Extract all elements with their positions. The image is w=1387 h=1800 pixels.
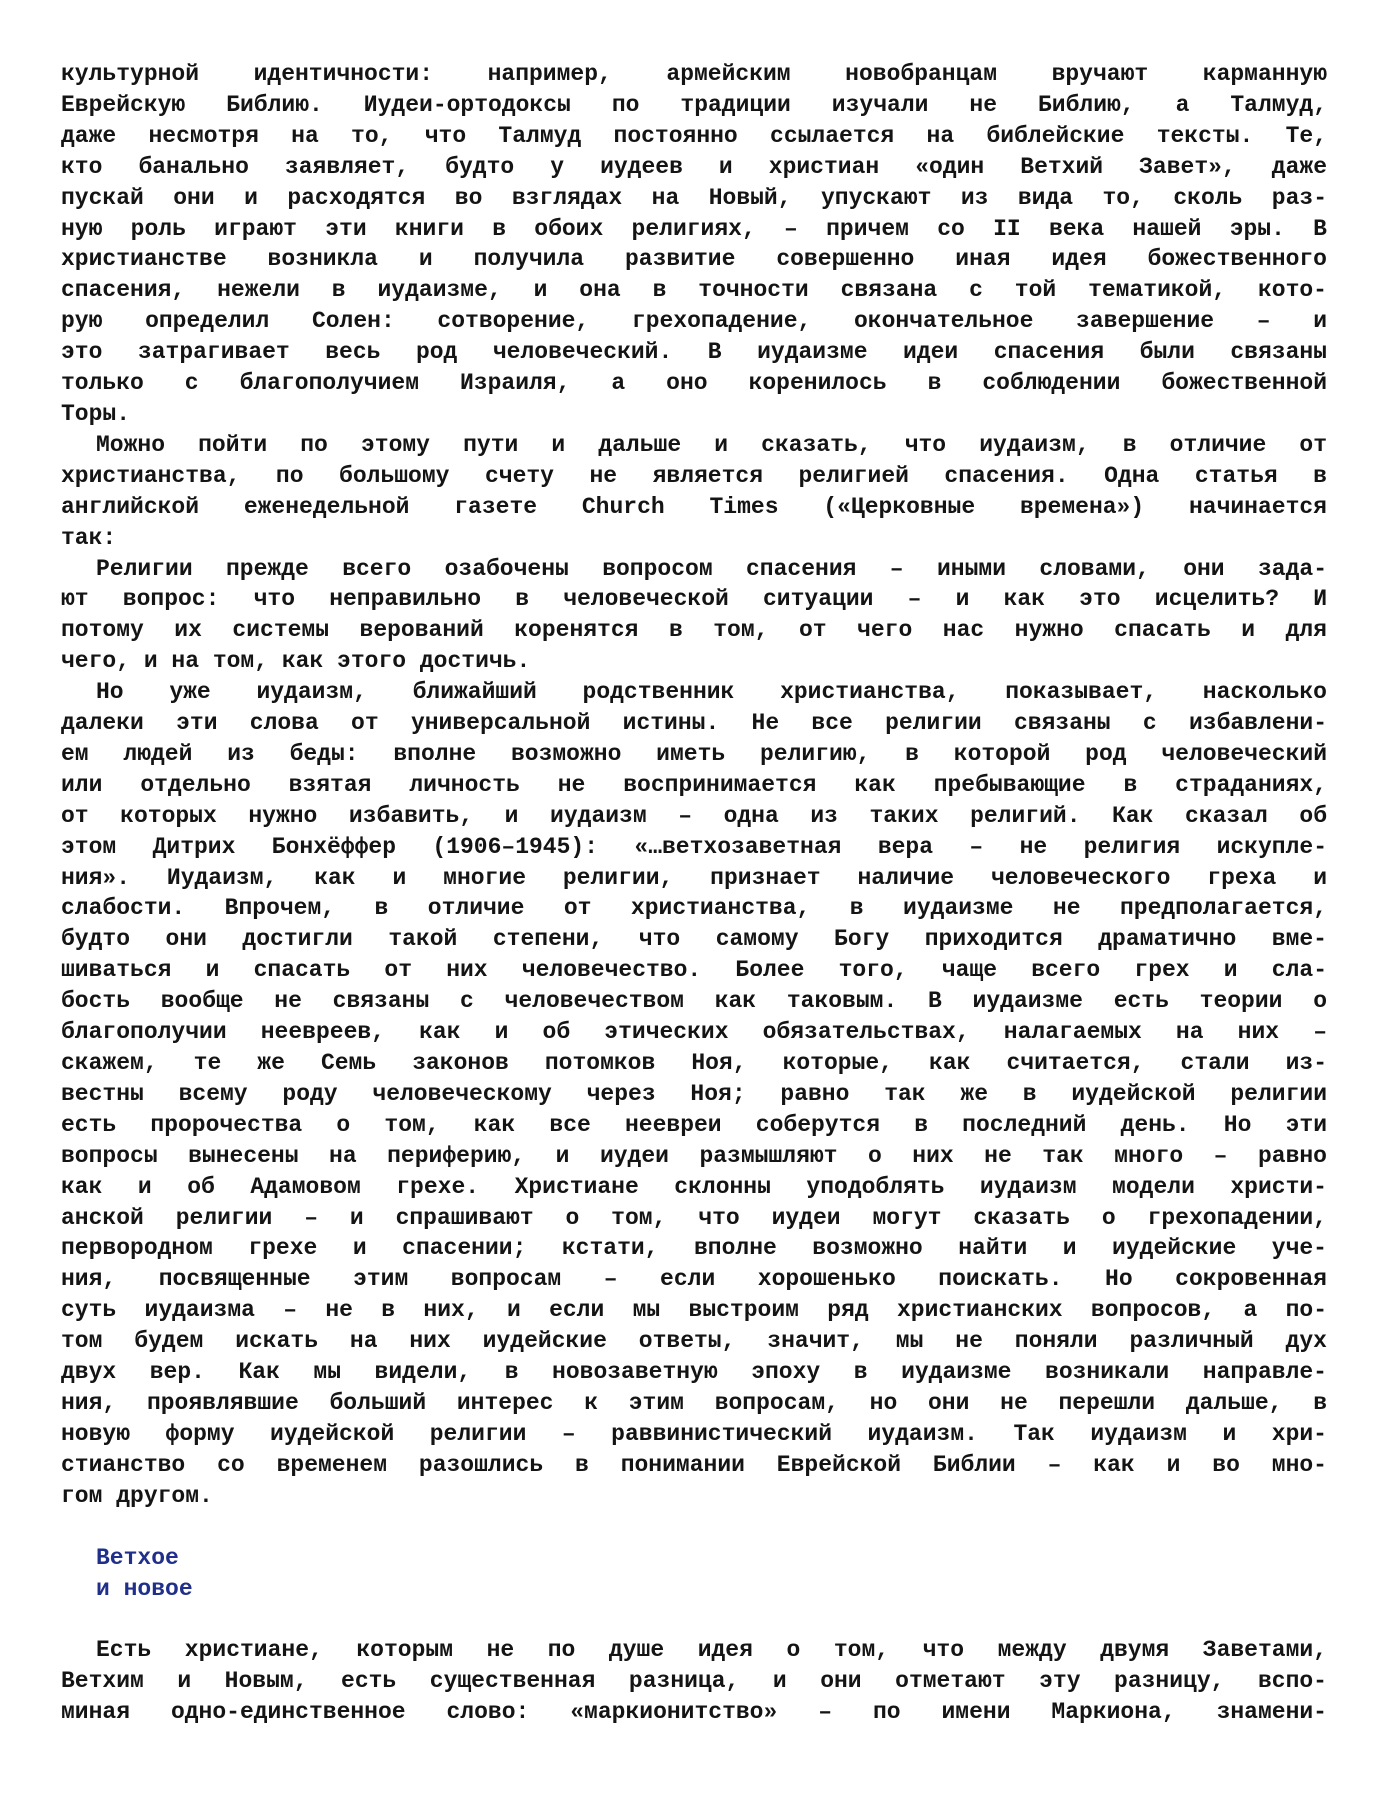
text-line: рую определил Солен: сотворение, грехопадение, окончательное завершение – и	[61, 308, 1327, 335]
text-line: Есть христиане, которым не по душе идея о том, что между двумя Заветами,	[96, 1637, 1327, 1664]
text-line: ния, посвященные этим вопросам – если хорошенько поискать. Но сокровенная	[61, 1266, 1327, 1293]
document-page	[61, 59, 1327, 1728]
text-line: пускай они и расходятся во взглядах на Новый, упускают из вида то, сколь раз-	[61, 184, 1327, 211]
spacer	[61, 1604, 1327, 1635]
text-line: шиваться и спасать от них человечество. Более того, чаще всего грех и сла-	[61, 957, 1327, 984]
text-line: новую форму иудейской религии – раввинистический иудаизм. Так иудаизм и хри-	[61, 1420, 1327, 1447]
text-line: скажем, те же Семь законов потомков Ноя, которые, как считается, стали из-	[61, 1050, 1327, 1076]
text-line: от которых нужно избавить, и иудаизм – одна из таких религий. Как сказал об	[61, 802, 1327, 829]
text-line: ную роль играют эти книги в обоих религиях, – причем со II века нашей эры. В	[61, 215, 1327, 242]
text-line: даже несмотря на то, что Талмуд постоянно ссылается на библейские тексты. Те,	[61, 122, 1327, 149]
text-line: стианство со временем разошлись в понимании Еврейской Библии – как и во мно-	[61, 1451, 1327, 1478]
text-line: христианстве возникла и получила развитие совершенно иная идея божественного	[61, 246, 1327, 273]
text-line: первородном грехе и спасении; кстати, вполне возможно найти и иудейские уче-	[61, 1235, 1327, 1262]
text-line: том будем искать на них иудейские ответы, значит, мы не поняли различный дух	[61, 1328, 1327, 1355]
text-line: вопросы вынесены на периферию, и иудеи размышляют о них не так много – равно	[61, 1142, 1327, 1169]
text-line: только с благополучием Израиля, а оно коренилось в соблюдении божественной	[61, 370, 1327, 397]
heading-line: и новое	[96, 1575, 193, 1602]
paragraph-3	[61, 677, 1327, 1511]
text-line: слабости. Впрочем, в отличие от христианства, в иудаизме не предполагается,	[61, 895, 1327, 922]
text-line: Еврейскую Библию. Иудеи-ортодоксы по традиции изучали не Библию, а Талмуд,	[61, 91, 1327, 118]
text-line: Можно пойти по этому пути и дальше и сказать, что иудаизм, в отличие от	[96, 431, 1327, 458]
text-line: двух вер. Как мы видели, в новозаветную эпоху в иудаизме возникали направле-	[61, 1359, 1327, 1386]
text-line: потому их системы верований коренятся в том, от чего нас нужно спасать и для	[61, 617, 1327, 644]
text-line: миная одно-единственное слово: «маркионитство» – по имени Маркиона, знамени-	[61, 1699, 1327, 1726]
text-line: Ветхим и Новым, есть существенная разница, и они отметают эту разницу, вспо-	[61, 1668, 1327, 1695]
text-line: далеки эти слова от универсальной истины. Не все религии связаны с избавлени-	[61, 710, 1327, 737]
text-line: как и об Адамовом грехе. Христиане склонны уподоблять иудаизм модели христи-	[61, 1173, 1327, 1200]
text-line: Торы.	[61, 400, 131, 427]
text-line: спасения, нежели в иудаизме, и она в точности связана с той тематикой, кото-	[61, 277, 1327, 304]
text-line: суть иудаизма – не в них, и если мы выстроим ряд христианских вопросов, а по-	[61, 1297, 1327, 1324]
text-line: анской религии – и спрашивают о том, что иудеи могут сказать о грехопадении,	[61, 1204, 1327, 1231]
text-line: ют вопрос: что неправильно в человеческой ситуации – и как это исцелить? И	[61, 586, 1327, 613]
text-line: ния, проявлявшие больший интерес к этим вопросам, но они не перешли дальше, в	[61, 1389, 1327, 1416]
text-line: этом Дитрих Бонхёффер (1906–1945): «…ветхозаветная вера – не религия искупле-	[61, 833, 1327, 860]
text-line: будто они достигли такой степени, что самому Богу приходится драматично вме-	[61, 926, 1327, 953]
text-line: гом другом.	[61, 1482, 213, 1509]
text-line: вестны всему роду человеческому через Ноя; равно так же в иудейской религии	[61, 1080, 1327, 1107]
text-line: есть пророчества о том, как все неевреи соберутся в последний день. Но эти	[61, 1111, 1327, 1138]
quote-paragraph	[61, 554, 1327, 678]
text-line: это затрагивает весь род человеческий. В иудаизме идеи спасения были связаны	[61, 339, 1327, 366]
text-line: христианства, по большому счету не является религией спасения. Одна статья в	[61, 462, 1327, 489]
paragraph-1	[61, 59, 1327, 430]
text-line: чего, и на том, как этого достичь.	[61, 648, 531, 675]
text-line: кто банально заявляет, будто у иудеев и христиан «один Ветхий Завет», даже	[61, 153, 1327, 180]
text-line: или отдельно взятая личность не воспринимается как пребывающие в страданиях,	[61, 771, 1327, 798]
text-line: Но уже иудаизм, ближайший родственник христианства, показывает, насколько	[96, 679, 1327, 706]
section-heading	[61, 1543, 1327, 1605]
text-line: английской еженедельной газете Church Times («Церковные времена») начинается	[61, 493, 1327, 520]
text-line: ем людей из беды: вполне возможно иметь религию, в которой род человеческий	[61, 740, 1327, 767]
paragraph-4	[61, 1635, 1327, 1728]
spacer	[61, 1512, 1327, 1543]
text-line: культурной идентичности: например, армейским новобранцам вручают карманную	[61, 61, 1327, 87]
heading-line: Ветхое	[96, 1544, 179, 1571]
paragraph-2	[61, 430, 1327, 554]
text-line: так:	[61, 524, 117, 551]
text-line: благополучии неевреев, как и об этических обязательствах, налагаемых на них –	[61, 1019, 1327, 1046]
text-line: ния». Иудаизм, как и многие религии, признает наличие человеческого греха и	[61, 864, 1327, 891]
text-line: Религии прежде всего озабочены вопросом спасения – иными словами, они зада-	[96, 555, 1327, 582]
text-line: бость вообще не связаны с человечеством как таковым. В иудаизме есть теории о	[61, 988, 1327, 1015]
